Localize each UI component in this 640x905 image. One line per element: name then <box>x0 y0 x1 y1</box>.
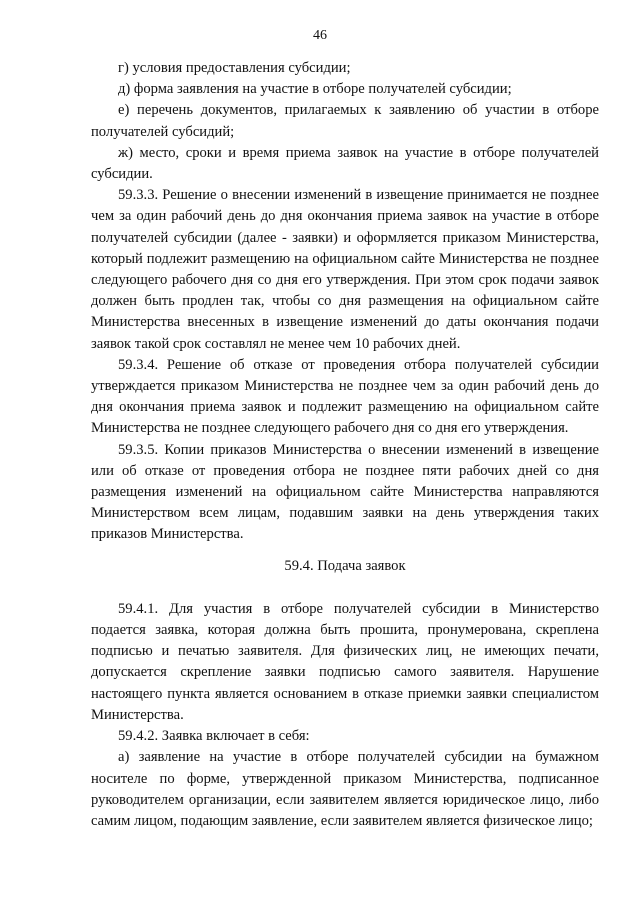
paragraph-item-a: а) заявление на участие в отборе получателей субсидии на бумажном носителе по форме, утвержденной приказом Министерства, подписанное руководителем организации, если заявителем является юридическое лицо, либо самим лицом, подающим заявление, если заявителем является физическое лицо; <box>91 749 599 829</box>
page-content <box>91 58 599 832</box>
paragraph-59-4-1: 59.4.1. Для участия в отборе получателей субсидии в Министерство подается заявка, которая должна быть прошита, пронумерована, скреплена подписью и печатью заявителя. Для физических лиц, не имеющих печати, допускается скрепление заявки подписью самого заявителя. Нарушение настоящего пункта является основанием в отказе приемки заявки специалистом Министерства. <box>91 600 599 723</box>
page-number: 46 <box>313 28 327 43</box>
paragraph-item-g: г) условия предоставления субсидии; <box>118 60 351 76</box>
paragraph-item-d: д) форма заявления на участие в отборе получателей субсидии; <box>118 81 512 98</box>
paragraph-59-3-5: 59.3.5. Копии приказов Министерства о внесении изменений в извещение или об отказе от проведения отбора не позднее пяти рабочих дней со дня размещения изменений на официальном сайте Министерства направляются Министерством всем лицам, подавшим заявки на день утверждения таких приказов Министерства. <box>91 441 599 543</box>
paragraph-item-zh: ж) место, сроки и время приема заявок на участие в отборе получателей субсидии. <box>91 144 599 183</box>
section-heading: 59.4. Подача заявок <box>284 557 406 574</box>
paragraph-59-4-2: 59.4.2. Заявка включает в себя: <box>118 728 310 745</box>
paragraph-59-3-4: 59.3.4. Решение об отказе от проведения отбора получателей субсидии утверждается приказом Министерства не позднее чем за один рабочий день до дня окончания приема заявок и подлежит размещению на официальном сайте Министерства не позднее следующего рабочего дня со дня его утверждения. <box>91 356 599 437</box>
paragraph-item-e: е) перечень документов, прилагаемых к заявлению об участии в отборе получателей субсидий; <box>91 102 599 140</box>
paragraph-59-3-3: 59.3.3. Решение о внесении изменений в извещение принимается не позднее чем за один рабочий день до дня окончания приема заявок на участие в отборе получателей субсидии (далее - заявки) и оформляется приказом Министерства, который подлежит размещению на официальном сайте Министерства не позднее следующего рабочего дня со дня его утверждения. При этом срок подачи заявок должен быть продлен так, чтобы со дня размещения на официальном сайте Министерства внесенных в извещение изменений до даты окончания подачи заявок такой срок составлял не менее чем 10 рабочих дней. <box>91 187 599 352</box>
